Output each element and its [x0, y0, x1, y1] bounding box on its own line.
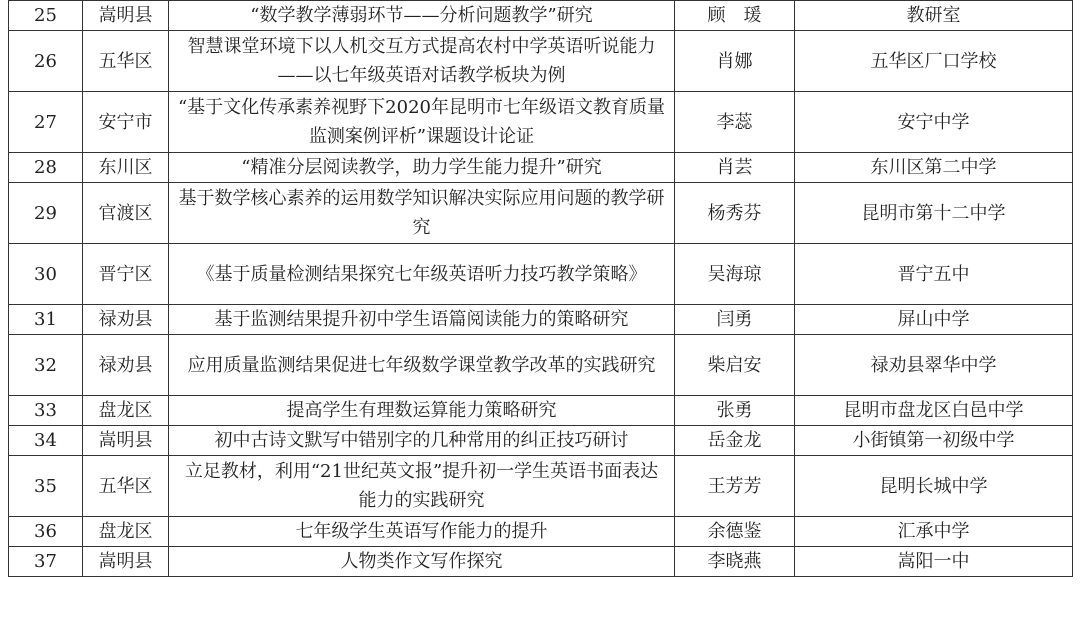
unit-cell: 五华区厂口学校: [795, 31, 1073, 92]
table-row: [9, 456, 1073, 517]
row-number: 30: [9, 244, 83, 305]
row-number: 31: [9, 305, 83, 335]
table-row: [9, 183, 1073, 244]
district-cell: 盘龙区: [83, 517, 169, 547]
unit-cell: 嵩阳一中: [795, 547, 1073, 577]
table-row: [9, 92, 1073, 153]
unit-cell: 昆明市盘龙区白邑中学: [795, 396, 1073, 426]
unit-cell: 禄劝县翠华中学: [795, 335, 1073, 396]
table-row: [9, 31, 1073, 92]
unit-cell: 汇承中学: [795, 517, 1073, 547]
unit-cell: 教研室: [795, 1, 1073, 31]
table-row: [9, 396, 1073, 426]
title-cell: 智慧课堂环境下以人机交互方式提高农村中学英语听说能力——以七年级英语对话教学板块为例: [169, 31, 675, 92]
district-cell: 嵩明县: [83, 547, 169, 577]
title-cell: “数学教学薄弱环节——分析问题教学”研究: [169, 1, 675, 31]
table-row: [9, 426, 1073, 456]
title-cell: 《基于质量检测结果探究七年级英语听力技巧教学策略》: [169, 244, 675, 305]
unit-cell: 安宁中学: [795, 92, 1073, 153]
unit-cell: 昆明长城中学: [795, 456, 1073, 517]
person-cell: 李蕊: [675, 92, 795, 153]
row-number: 28: [9, 153, 83, 183]
table-row: [9, 335, 1073, 396]
person-cell: 王芳芳: [675, 456, 795, 517]
district-cell: 五华区: [83, 31, 169, 92]
district-cell: 晋宁区: [83, 244, 169, 305]
district-cell: 官渡区: [83, 183, 169, 244]
title-cell: 初中古诗文默写中错别字的几种常用的纠正技巧研讨: [169, 426, 675, 456]
unit-cell: 晋宁五中: [795, 244, 1073, 305]
project-table: [8, 0, 1073, 577]
district-cell: 嵩明县: [83, 426, 169, 456]
row-number: 27: [9, 92, 83, 153]
person-cell: 顾 瑗: [675, 1, 795, 31]
row-number: 26: [9, 31, 83, 92]
row-number: 32: [9, 335, 83, 396]
person-cell: 岳金龙: [675, 426, 795, 456]
district-cell: 盘龙区: [83, 396, 169, 426]
table-row: [9, 153, 1073, 183]
title-cell: “基于文化传承素养视野下2020年昆明市七年级语文教育质量监测案例评析”课题设计论证: [169, 92, 675, 153]
title-cell: 基于监测结果提升初中学生语篇阅读能力的策略研究: [169, 305, 675, 335]
table-row: [9, 305, 1073, 335]
person-cell: 李晓燕: [675, 547, 795, 577]
person-cell: 杨秀芬: [675, 183, 795, 244]
title-cell: 七年级学生英语写作能力的提升: [169, 517, 675, 547]
person-cell: 张勇: [675, 396, 795, 426]
row-number: 29: [9, 183, 83, 244]
district-cell: 禄劝县: [83, 335, 169, 396]
district-cell: 东川区: [83, 153, 169, 183]
district-cell: 五华区: [83, 456, 169, 517]
unit-cell: 屏山中学: [795, 305, 1073, 335]
row-number: 36: [9, 517, 83, 547]
title-cell: “精准分层阅读教学，助力学生能力提升”研究: [169, 153, 675, 183]
row-number: 25: [9, 1, 83, 31]
row-number: 37: [9, 547, 83, 577]
table-row: [9, 1, 1073, 31]
person-cell: 柴启安: [675, 335, 795, 396]
district-cell: 安宁市: [83, 92, 169, 153]
table-row: [9, 517, 1073, 547]
title-cell: 人物类作文写作探究: [169, 547, 675, 577]
title-cell: 应用质量监测结果促进七年级数学课堂教学改革的实践研究: [169, 335, 675, 396]
person-cell: 吴海琼: [675, 244, 795, 305]
person-cell: 肖娜: [675, 31, 795, 92]
unit-cell: 东川区第二中学: [795, 153, 1073, 183]
title-cell: 提高学生有理数运算能力策略研究: [169, 396, 675, 426]
district-cell: 嵩明县: [83, 1, 169, 31]
row-number: 34: [9, 426, 83, 456]
unit-cell: 昆明市第十二中学: [795, 183, 1073, 244]
title-cell: 基于数学核心素养的运用数学知识解决实际应用问题的教学研究: [169, 183, 675, 244]
person-cell: 肖芸: [675, 153, 795, 183]
title-cell: 立足教材，利用“21世纪英文报”提升初一学生英语书面表达能力的实践研究: [169, 456, 675, 517]
district-cell: 禄劝县: [83, 305, 169, 335]
table-row: [9, 547, 1073, 577]
row-number: 35: [9, 456, 83, 517]
person-cell: 余德鉴: [675, 517, 795, 547]
person-cell: 闫勇: [675, 305, 795, 335]
unit-cell: 小街镇第一初级中学: [795, 426, 1073, 456]
row-number: 33: [9, 396, 83, 426]
table-row: [9, 244, 1073, 305]
